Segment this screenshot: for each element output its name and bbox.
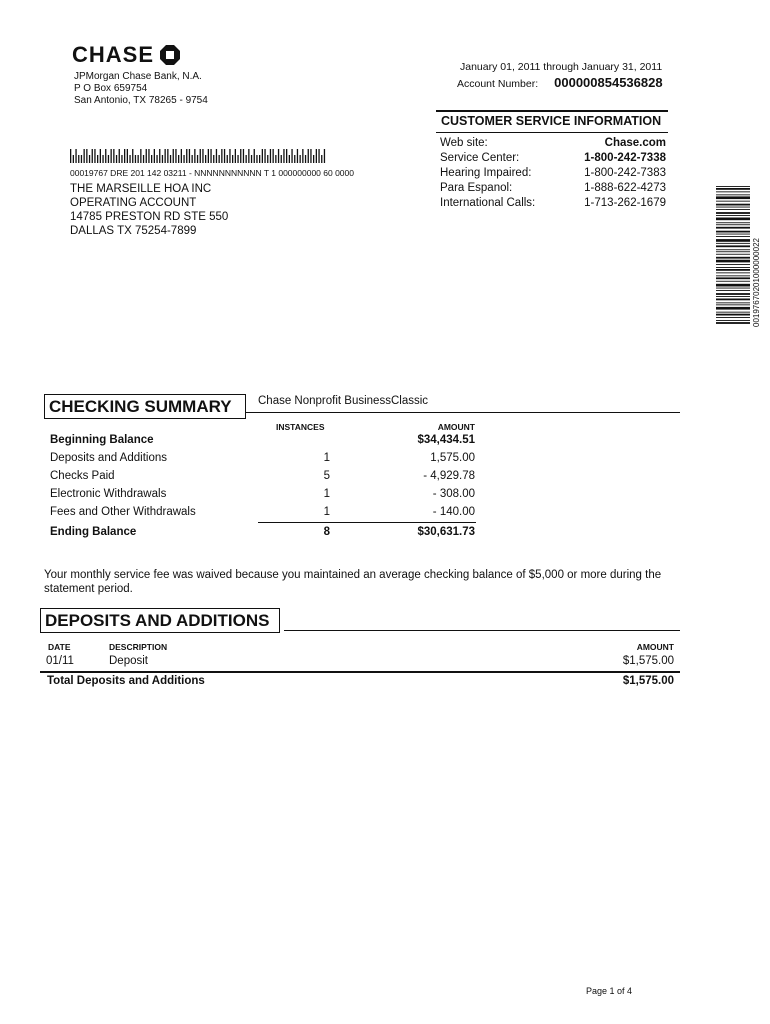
postal-barcode-bar xyxy=(297,149,298,163)
side-barcode-bar xyxy=(716,304,750,305)
postal-barcode-bar xyxy=(202,149,203,163)
postal-barcode-bar xyxy=(181,149,182,163)
postal-barcode-bar xyxy=(84,149,85,163)
postal-barcode-bar xyxy=(235,149,236,163)
deposit-date: 01/11 xyxy=(46,655,74,667)
postal-barcode-bar xyxy=(264,149,265,163)
postal-barcode-bar xyxy=(146,149,147,163)
mailing-line-2: OPERATING ACCOUNT xyxy=(70,197,197,209)
side-barcode-bar xyxy=(716,194,750,195)
side-barcode-bar xyxy=(716,288,750,289)
side-barcode-bar xyxy=(716,224,750,225)
postal-barcode-bar xyxy=(186,149,187,163)
postal-barcode-bar xyxy=(97,155,98,163)
bank-address xyxy=(74,71,208,107)
postal-barcode-bar xyxy=(254,149,255,163)
postal-barcode-bar xyxy=(89,155,90,163)
side-barcode-bar xyxy=(716,290,750,291)
postal-barcode-bar xyxy=(129,155,130,163)
side-barcode-bar xyxy=(716,296,750,297)
side-barcode-bar xyxy=(716,269,750,271)
side-barcode-bar xyxy=(716,231,750,233)
summary-row-checks: Checks Paid 5 - 4,929.78 xyxy=(50,470,475,482)
postal-barcode-bar xyxy=(167,149,168,163)
postal-barcode-bar xyxy=(229,149,230,163)
postal-barcode-bar xyxy=(116,155,117,163)
postal-barcode-bar xyxy=(92,149,93,163)
postal-barcode-bar xyxy=(105,149,106,163)
postal-barcode-bar xyxy=(102,155,103,163)
postal-barcode-bar xyxy=(127,149,128,163)
side-barcode-bar xyxy=(716,186,750,187)
side-barcode-bar xyxy=(716,299,750,301)
mailing-line-3: 14785 PRESTON RD STE 550 xyxy=(70,211,229,223)
deposits-col-description: DESCRIPTION xyxy=(109,642,168,652)
side-barcode-bar xyxy=(716,275,750,276)
postal-barcode-bar xyxy=(140,149,141,163)
side-barcode-bar xyxy=(716,293,750,295)
account-number-block xyxy=(457,75,663,90)
postal-barcode-bar xyxy=(159,149,160,163)
mailing-line-1: THE MARSEILLE HOA INC xyxy=(70,183,212,195)
postal-barcode-bar xyxy=(286,149,287,163)
postal-barcode-bar xyxy=(259,155,260,163)
postal-barcode-bar xyxy=(240,149,241,163)
side-barcode-bar xyxy=(716,322,750,324)
side-barcode-bar xyxy=(716,307,750,310)
postal-barcode-bar xyxy=(302,149,303,163)
cs-row-website: Web site: Chase.com xyxy=(440,137,666,149)
postal-barcode-bar xyxy=(197,155,198,163)
side-barcode-bar xyxy=(716,204,750,206)
side-barcode-bar xyxy=(716,188,750,190)
postal-barcode-bar xyxy=(113,149,114,163)
postal-barcode-bar xyxy=(162,155,163,163)
postal-barcode-bar xyxy=(183,155,184,163)
postal-barcode-bar xyxy=(192,155,193,163)
side-barcode-bar xyxy=(716,239,750,242)
summary-row-ending: Ending Balance 8 $30,631.73 xyxy=(50,526,475,538)
postal-barcode-bar xyxy=(165,149,166,163)
postal-barcode-bar xyxy=(73,155,74,163)
postal-barcode-bar xyxy=(151,155,152,163)
summary-total-rule xyxy=(258,522,476,523)
page-number: Page 1 of 4 xyxy=(586,986,633,996)
postal-barcode-bar xyxy=(243,149,244,163)
deposits-total-rule xyxy=(40,671,680,673)
postal-barcode-bar xyxy=(248,149,249,163)
postal-barcode-bar xyxy=(221,149,222,163)
postal-barcode-bar xyxy=(294,155,295,163)
deposits-col-date: DATE xyxy=(48,642,71,652)
cs-row-international: International Calls: 1-713-262-1679 xyxy=(440,197,666,209)
side-barcode-bar xyxy=(716,284,750,287)
side-barcode-bar xyxy=(716,302,750,303)
postal-barcode-bar xyxy=(291,149,292,163)
side-barcode-bar xyxy=(716,236,750,237)
postal-barcode-bar xyxy=(237,155,238,163)
postal-barcode-bar xyxy=(275,155,276,163)
side-barcode-text: 00197670201000000022 xyxy=(752,238,761,327)
side-barcode xyxy=(716,186,752,326)
customer-service-title: CUSTOMER SERVICE INFORMATION xyxy=(441,114,662,128)
chase-logo-text: CHASE xyxy=(72,42,155,67)
deposit-amount: $1,575.00 xyxy=(622,655,674,667)
side-barcode-bar xyxy=(716,212,750,214)
account-number: 000000854536828 xyxy=(554,75,663,90)
cs-row-hearing-impaired: Hearing Impaired: 1-800-242-7383 xyxy=(440,167,666,179)
product-name: Chase Nonprofit BusinessClassic xyxy=(258,395,429,407)
postal-barcode-bar xyxy=(143,155,144,163)
side-barcode-bar xyxy=(716,281,750,282)
side-barcode-bar xyxy=(716,215,750,216)
postal-barcode-bar xyxy=(205,155,206,163)
postal-barcode-bar xyxy=(100,149,101,163)
postal-barcode-bar xyxy=(313,155,314,163)
postal-barcode-bar xyxy=(210,149,211,163)
side-barcode-bar xyxy=(716,320,750,321)
postal-barcode-bar xyxy=(273,149,274,163)
postal-barcode-bar xyxy=(138,155,139,163)
side-barcode-bar xyxy=(716,209,750,210)
postal-barcode-bar xyxy=(178,155,179,163)
postal-barcode-bar xyxy=(200,149,201,163)
postal-barcode-bar xyxy=(156,155,157,163)
side-barcode-bar xyxy=(716,267,750,268)
fee-notice: Your monthly service fee was waived because you maintained an average checking balance of $5,000 or more during the statement period. xyxy=(44,569,662,595)
side-barcode-bar xyxy=(716,251,750,252)
col-amount-header: AMOUNT xyxy=(437,422,475,432)
summary-row-electronic: Electronic Withdrawals 1 - 308.00 xyxy=(50,488,475,500)
website-link[interactable]: Chase.com xyxy=(604,137,666,149)
postal-barcode-bar xyxy=(175,149,176,163)
checking-summary-rule xyxy=(246,412,680,413)
side-barcode-bar xyxy=(716,222,750,223)
chase-octagon-icon xyxy=(159,44,181,66)
postal-barcode-bar xyxy=(267,155,268,163)
summary-row-fees: Fees and Other Withdrawals 1 - 140.00 xyxy=(50,506,475,518)
postal-barcode-bar xyxy=(219,155,220,163)
deposits-col-amount: AMOUNT xyxy=(636,642,674,652)
postal-barcode-bar xyxy=(224,149,225,163)
postal-barcode-bar xyxy=(310,149,311,163)
customer-service-list xyxy=(440,136,666,211)
postal-barcode-bar xyxy=(135,155,136,163)
side-barcode-bar xyxy=(716,312,750,313)
account-number-label: Account Number: xyxy=(457,78,539,90)
postal-barcode-bar xyxy=(270,149,271,163)
chase-logo xyxy=(72,42,181,68)
postal-barcode-bar xyxy=(227,155,228,163)
deposits-total-label: Total Deposits and Additions xyxy=(47,675,205,687)
side-barcode-bar xyxy=(716,218,750,221)
postal-barcode-bar xyxy=(173,149,174,163)
mailing-address xyxy=(70,182,228,238)
side-barcode-bar xyxy=(716,272,750,273)
deposits-total-amount: $1,575.00 xyxy=(622,675,674,687)
cs-row-para-espanol: Para Espanol: 1-888-622-4273 xyxy=(440,182,666,194)
postal-barcode-bar xyxy=(154,149,155,163)
customer-service-bottom-rule xyxy=(436,132,668,133)
deposits-title: DEPOSITS AND ADDITIONS xyxy=(40,608,280,633)
side-barcode-bar xyxy=(716,191,750,192)
postal-barcode-bar xyxy=(216,149,217,163)
customer-service-top-rule xyxy=(436,110,668,112)
postal-barcode-bar xyxy=(78,155,79,163)
cs-row-service-center: Service Center: 1-800-242-7338 xyxy=(440,152,666,164)
side-barcode-bar xyxy=(716,234,750,235)
postal-barcode-bar xyxy=(108,155,109,163)
postal-barcode-bar xyxy=(119,149,120,163)
postal-barcode xyxy=(70,149,330,163)
bank-address-line1: P O Box 659754 xyxy=(74,83,148,94)
side-barcode-bar xyxy=(716,243,750,244)
postal-barcode-bar xyxy=(262,149,263,163)
side-barcode-bar xyxy=(716,245,750,247)
side-barcode-bar xyxy=(716,260,750,263)
postal-barcode-bar xyxy=(94,149,95,163)
postal-barcode-bar xyxy=(283,149,284,163)
mailing-code-line: 00019767 DRE 201 142 03211 - NNNNNNNNNNN T 1 000000000 60 0000 xyxy=(70,168,354,178)
postal-barcode-bar xyxy=(170,155,171,163)
postal-barcode-bar xyxy=(251,155,252,163)
deposit-row xyxy=(46,655,674,671)
postal-barcode-bar xyxy=(321,155,322,163)
postal-barcode-bar xyxy=(256,155,257,163)
postal-barcode-bar xyxy=(189,149,190,163)
postal-barcode-bar xyxy=(121,155,122,163)
postal-barcode-bar xyxy=(111,149,112,163)
postal-barcode-bar xyxy=(208,149,209,163)
postal-barcode-bar xyxy=(194,149,195,163)
checking-summary-title: CHECKING SUMMARY xyxy=(44,394,246,419)
side-barcode-bar xyxy=(716,257,750,259)
side-barcode-bar xyxy=(716,264,750,265)
statement-period: January 01, 2011 through January 31, 2011 xyxy=(460,61,663,73)
postal-barcode-bar xyxy=(148,149,149,163)
postal-barcode-bar xyxy=(124,149,125,163)
side-barcode-bar xyxy=(716,196,750,199)
mailing-line-4: DALLAS TX 75254-7899 xyxy=(70,225,197,237)
deposit-description: Deposit xyxy=(109,655,148,667)
postal-barcode-bar xyxy=(81,155,82,163)
postal-barcode-bar xyxy=(324,149,325,163)
postal-barcode-bar xyxy=(232,155,233,163)
postal-barcode-bar xyxy=(278,149,279,163)
summary-row-deposits: Deposits and Additions 1 1,575.00 xyxy=(50,452,475,464)
side-barcode-bar xyxy=(716,227,750,229)
postal-barcode-bar xyxy=(132,149,133,163)
side-barcode-bar xyxy=(716,254,750,255)
summary-row-beginning: Beginning Balance $34,434.51 xyxy=(50,434,475,446)
postal-barcode-bar xyxy=(70,149,71,163)
side-barcode-bar xyxy=(716,207,750,208)
bank-name: JPMorgan Chase Bank, N.A. xyxy=(74,71,202,82)
col-instances-header: INSTANCES xyxy=(276,422,325,432)
postal-barcode-bar xyxy=(300,155,301,163)
postal-barcode-bar xyxy=(316,149,317,163)
postal-barcode-bar xyxy=(213,155,214,163)
side-barcode-bar xyxy=(716,201,750,202)
postal-barcode-bar xyxy=(75,149,76,163)
postal-barcode-bar xyxy=(281,155,282,163)
side-barcode-bar xyxy=(716,277,750,279)
postal-barcode-bar xyxy=(305,155,306,163)
postal-barcode-bar xyxy=(289,155,290,163)
postal-barcode-bar xyxy=(86,149,87,163)
deposits-title-rule xyxy=(284,630,680,631)
side-barcode-bar xyxy=(716,314,750,316)
side-barcode-bar xyxy=(716,317,750,318)
bank-address-line2: San Antonio, TX 78265 - 9754 xyxy=(74,95,208,106)
side-barcode-bar xyxy=(716,249,750,250)
postal-barcode-bar xyxy=(308,149,309,163)
postal-barcode-bar xyxy=(246,155,247,163)
postal-barcode-bar xyxy=(318,149,319,163)
